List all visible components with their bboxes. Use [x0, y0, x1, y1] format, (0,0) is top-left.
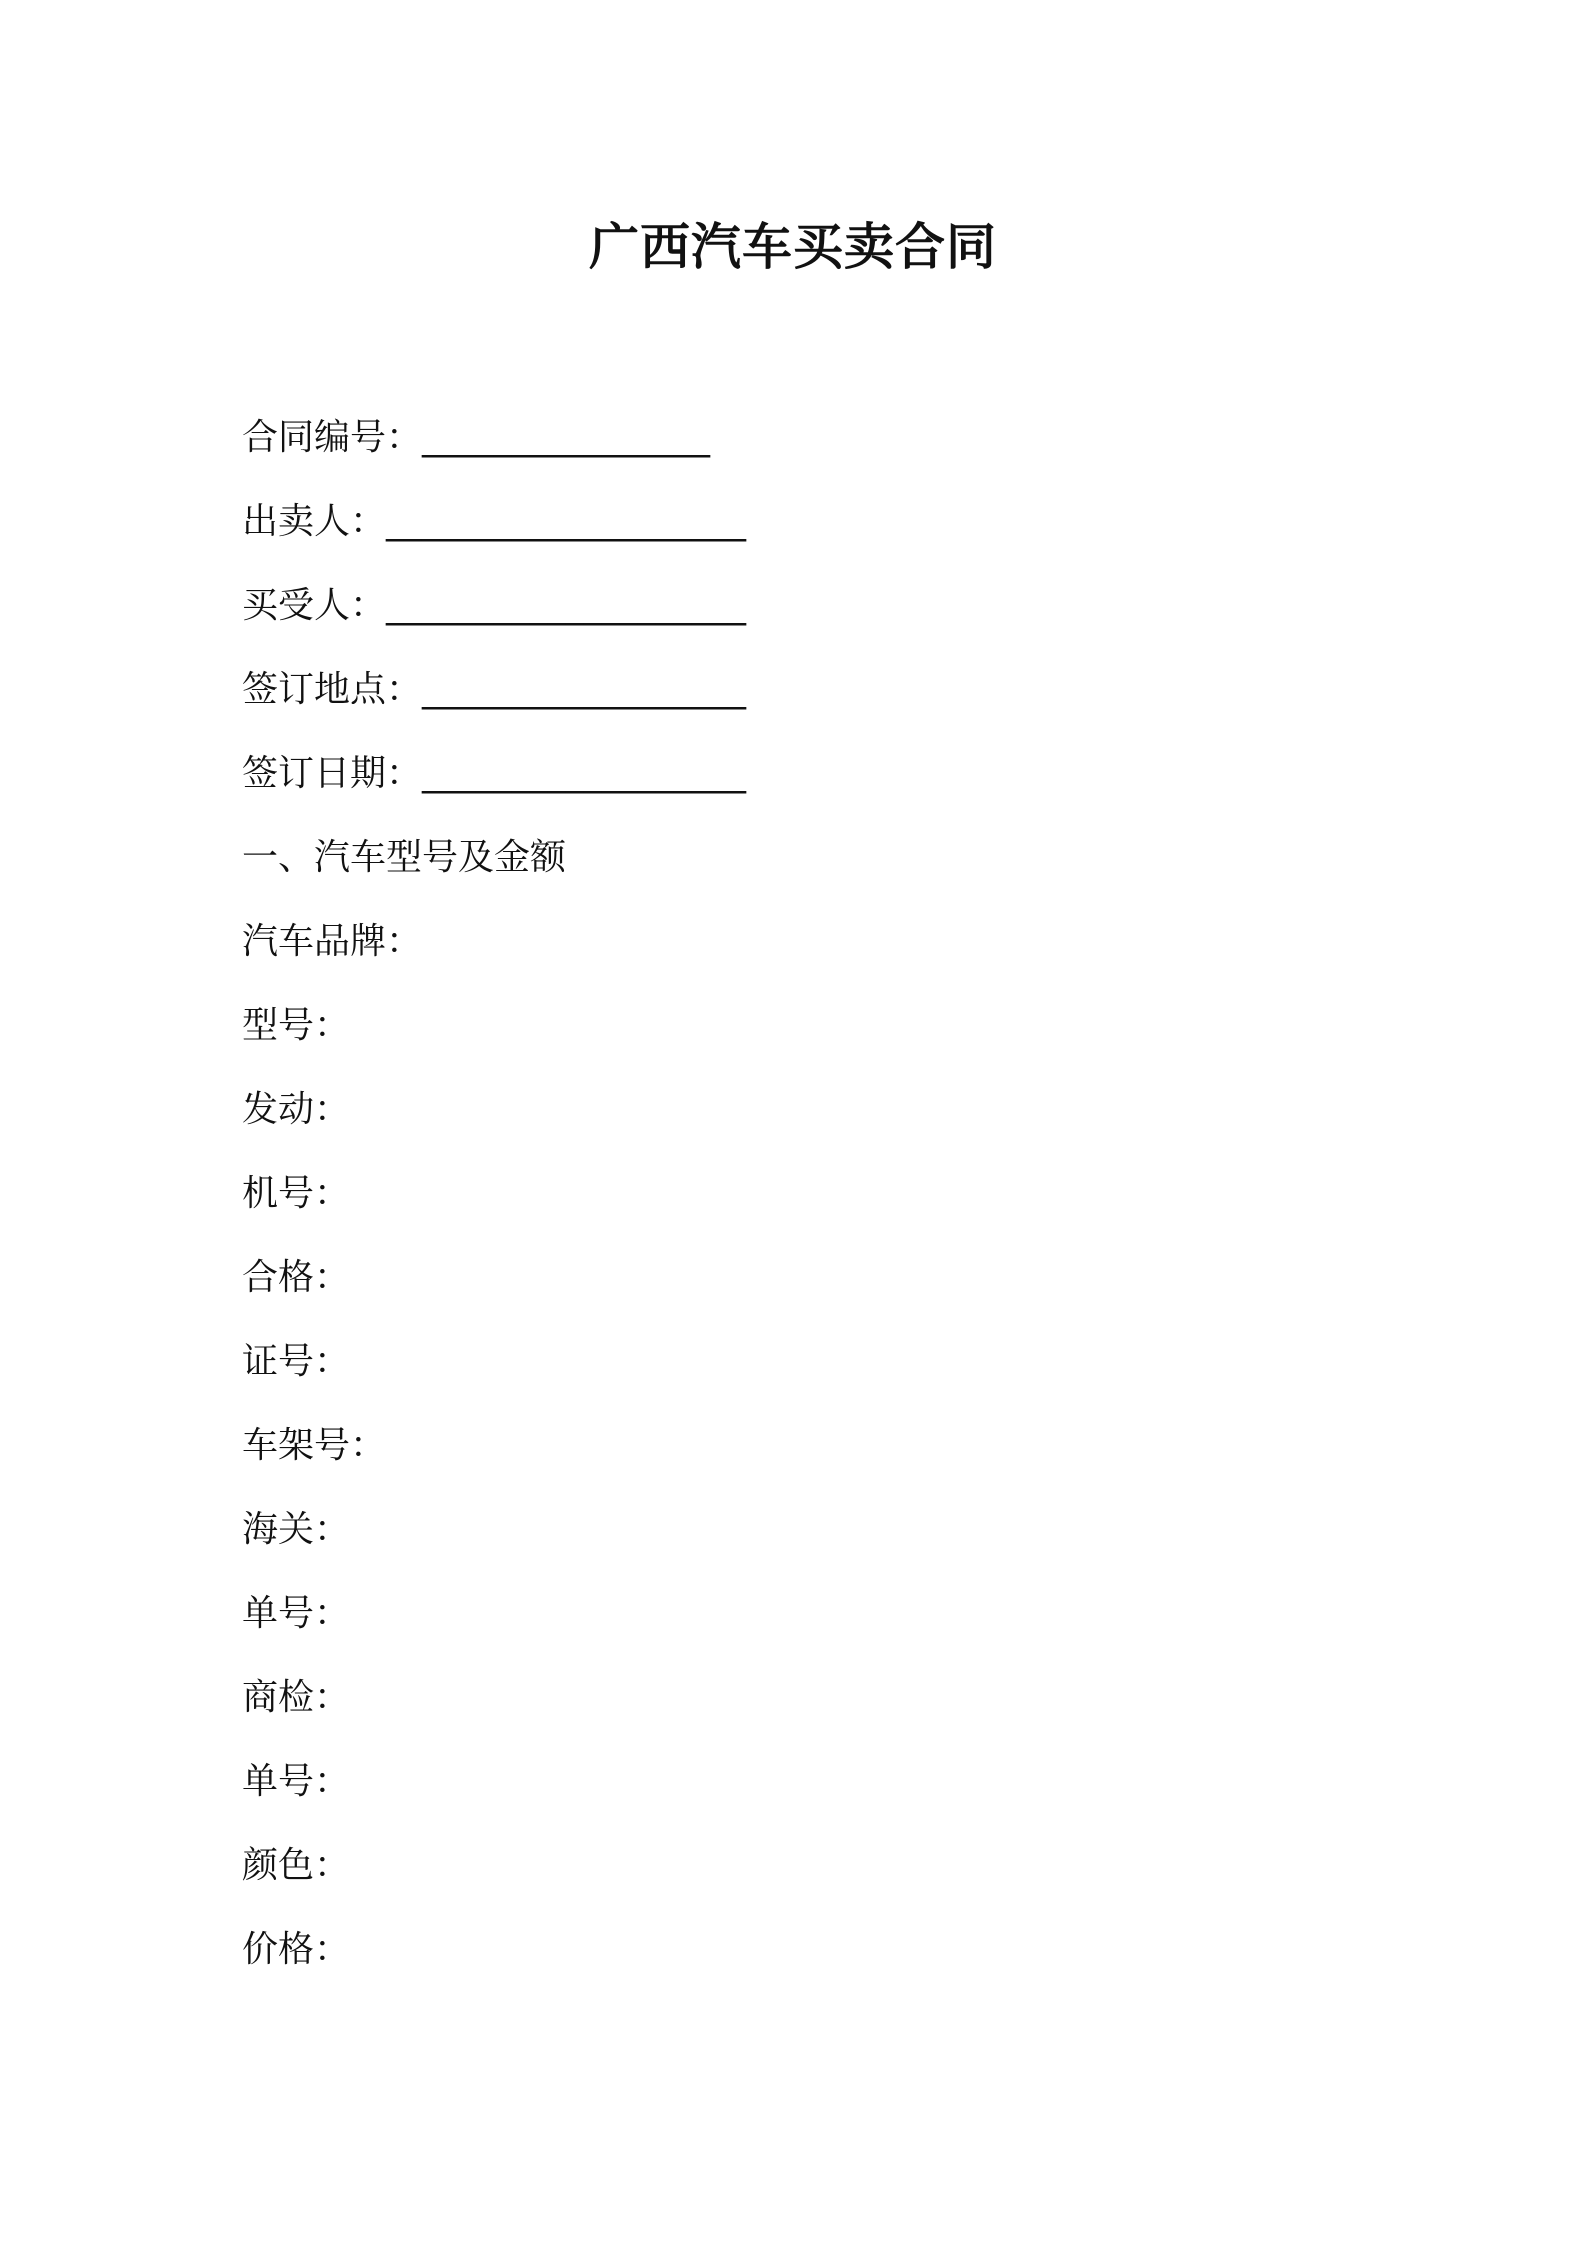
document-title: 广西汽车买卖合同	[589, 218, 997, 276]
inspection-number-field: 单号：	[242, 1761, 351, 1802]
model-field: 型号：	[242, 1005, 351, 1046]
certificate-field: 合格：	[242, 1257, 351, 1298]
customs-number-field: 单号：	[242, 1593, 351, 1634]
price-field: 价格：	[242, 1929, 351, 1970]
customs-field: 海关：	[242, 1509, 351, 1550]
certificate-number-field: 证号：	[242, 1341, 351, 1382]
seller-label: 出卖人：	[242, 501, 387, 542]
contract-number-blank: ________________	[422, 417, 711, 458]
document-body	[242, 408, 1342, 2004]
signing-place-label: 签订地点：	[242, 669, 423, 710]
signing-date-blank: __________________	[422, 753, 747, 794]
buyer-blank: ____________________	[386, 585, 747, 626]
signing-place-field	[242, 660, 1342, 744]
color-field: 颜色：	[242, 1845, 351, 1886]
seller-blank: ____________________	[386, 501, 747, 542]
section-1-heading: 一、汽车型号及金额	[242, 837, 567, 878]
signing-date-field	[242, 744, 1342, 828]
contract-number-label: 合同编号：	[242, 417, 423, 458]
engine-number-field: 机号：	[242, 1173, 351, 1214]
seller-field	[242, 492, 1342, 576]
contract-number-field	[242, 408, 1342, 492]
inspection-field: 商检：	[242, 1677, 351, 1718]
buyer-label: 买受人：	[242, 585, 387, 626]
signing-place-blank: __________________	[422, 669, 747, 710]
vin-field: 车架号：	[242, 1425, 387, 1466]
signing-date-label: 签订日期：	[242, 753, 423, 794]
buyer-field	[242, 576, 1342, 660]
car-brand-field: 汽车品牌：	[242, 921, 423, 962]
engine-field: 发动：	[242, 1089, 351, 1130]
